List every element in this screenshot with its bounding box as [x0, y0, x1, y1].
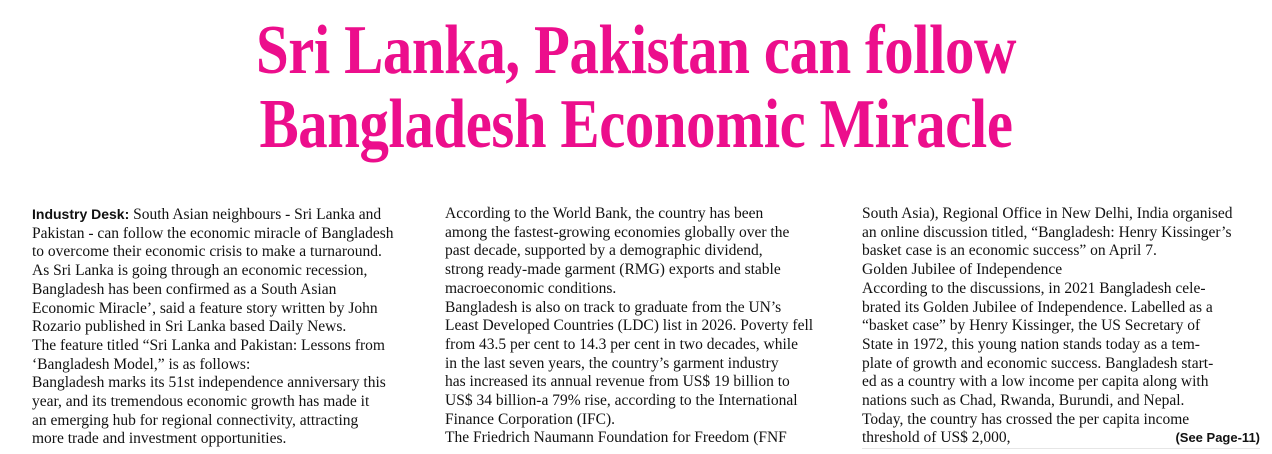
- text-line: South Asia), Regional Office in New Delhi, India organised: [862, 205, 1233, 222]
- text-line: Pakistan - can follow the economic miracle of Bangladesh: [32, 224, 394, 242]
- text-line: ed as a country with a low income per capita along with: [862, 373, 1209, 391]
- text-line: “basket case” by Henry Kissinger, the US Secretary of: [862, 317, 1201, 335]
- text-line: to overcome their economic crisis to make a turnaround.: [32, 243, 382, 261]
- text-line: The feature titled “Sri Lanka and Pakistan: Lessons from: [32, 336, 385, 354]
- subheading: Golden Jubilee of Independence: [862, 261, 1063, 279]
- continuation-marker: (See Page-11): [1175, 430, 1260, 446]
- text-line: an emerging hub for regional connectivity, attracting: [32, 411, 359, 429]
- text-line: strong ready-made garment (RMG) exports and stable: [445, 261, 781, 279]
- text-line: basket case is an economic success” on April 7.: [862, 242, 1157, 260]
- text-line: Least Developed Countries (LDC) list in 2026. Poverty fell: [445, 317, 814, 335]
- article-column-2: [445, 205, 829, 448]
- text-line: Bangladesh is also on track to graduate from the UN’s: [445, 298, 782, 316]
- text-line: Bangladesh has been confirmed as a South Asian: [32, 280, 337, 298]
- text-line: Finance Corporation (IFC).: [445, 410, 616, 428]
- text-line: [862, 429, 1260, 448]
- text-line: plate of growth and economic success. Bangladesh start-: [862, 354, 1214, 372]
- column-rule: [862, 448, 1260, 449]
- text-line: According to the World Bank, the country has been: [445, 205, 764, 222]
- text-line: brated its Golden Jubilee of Independence. Labelled as a: [862, 298, 1213, 316]
- text-line: South Asian neighbours - Sri Lanka and: [129, 206, 382, 223]
- text-line: from 43.5 per cent to 14.3 per cent in two decades, while: [445, 335, 798, 353]
- paragraph-line: [32, 205, 420, 225]
- text-line: As Sri Lanka is going through an economic recession,: [32, 262, 368, 280]
- headline: [102, 14, 1170, 162]
- text-line: nations such as Chad, Rwanda, Burundi, and Nepal.: [862, 392, 1185, 410]
- text-line: The Friedrich Naumann Foundation for Freedom (FNF: [445, 429, 787, 447]
- text-line: in the last seven years, the country’s garment industry: [445, 354, 779, 372]
- text-line: an online discussion titled, “Bangladesh: Henry Kissinger’s: [862, 223, 1232, 241]
- text-line: year, and its tremendous economic growth has made it: [32, 393, 370, 411]
- text-line: ‘Bangladesh Model,” is as follows:: [32, 355, 251, 373]
- text-line: According to the discussions, in 2021 Bangladesh cele-: [862, 279, 1206, 297]
- text-line: macroeconomic conditions.: [445, 279, 617, 297]
- text-line: among the fastest-growing economies globally over the: [445, 223, 790, 241]
- text-line: past decade, supported by a demographic dividend,: [445, 242, 763, 260]
- text-line: Today, the country has crossed the per capita income: [862, 410, 1190, 428]
- headline-line-2: Bangladesh Economic Miracle: [259, 86, 1013, 163]
- text-line: more trade and investment opportunities.: [32, 430, 287, 448]
- text-line: Economic Miracle’, said a feature story written by John: [32, 299, 378, 317]
- text-line-end: threshold of US$ 2,000,: [862, 429, 1011, 447]
- headline-line-1: Sri Lanka, Pakistan can follow: [255, 12, 1017, 89]
- article-column-1: [32, 205, 420, 449]
- text-line: has increased its annual revenue from US$ 19 billion to: [445, 373, 790, 391]
- text-line: State in 1972, this young nation stands today as a tem-: [862, 335, 1200, 353]
- text-line: Bangladesh marks its 51st independence anniversary this: [32, 374, 386, 392]
- text-line: US$ 34 billion-a 79% rise, according to the International: [445, 392, 798, 410]
- text-line: Rozario published in Sri Lanka based Daily News.: [32, 318, 347, 336]
- byline-lead: Industry Desk:: [32, 206, 130, 222]
- article-column-3: [862, 205, 1260, 448]
